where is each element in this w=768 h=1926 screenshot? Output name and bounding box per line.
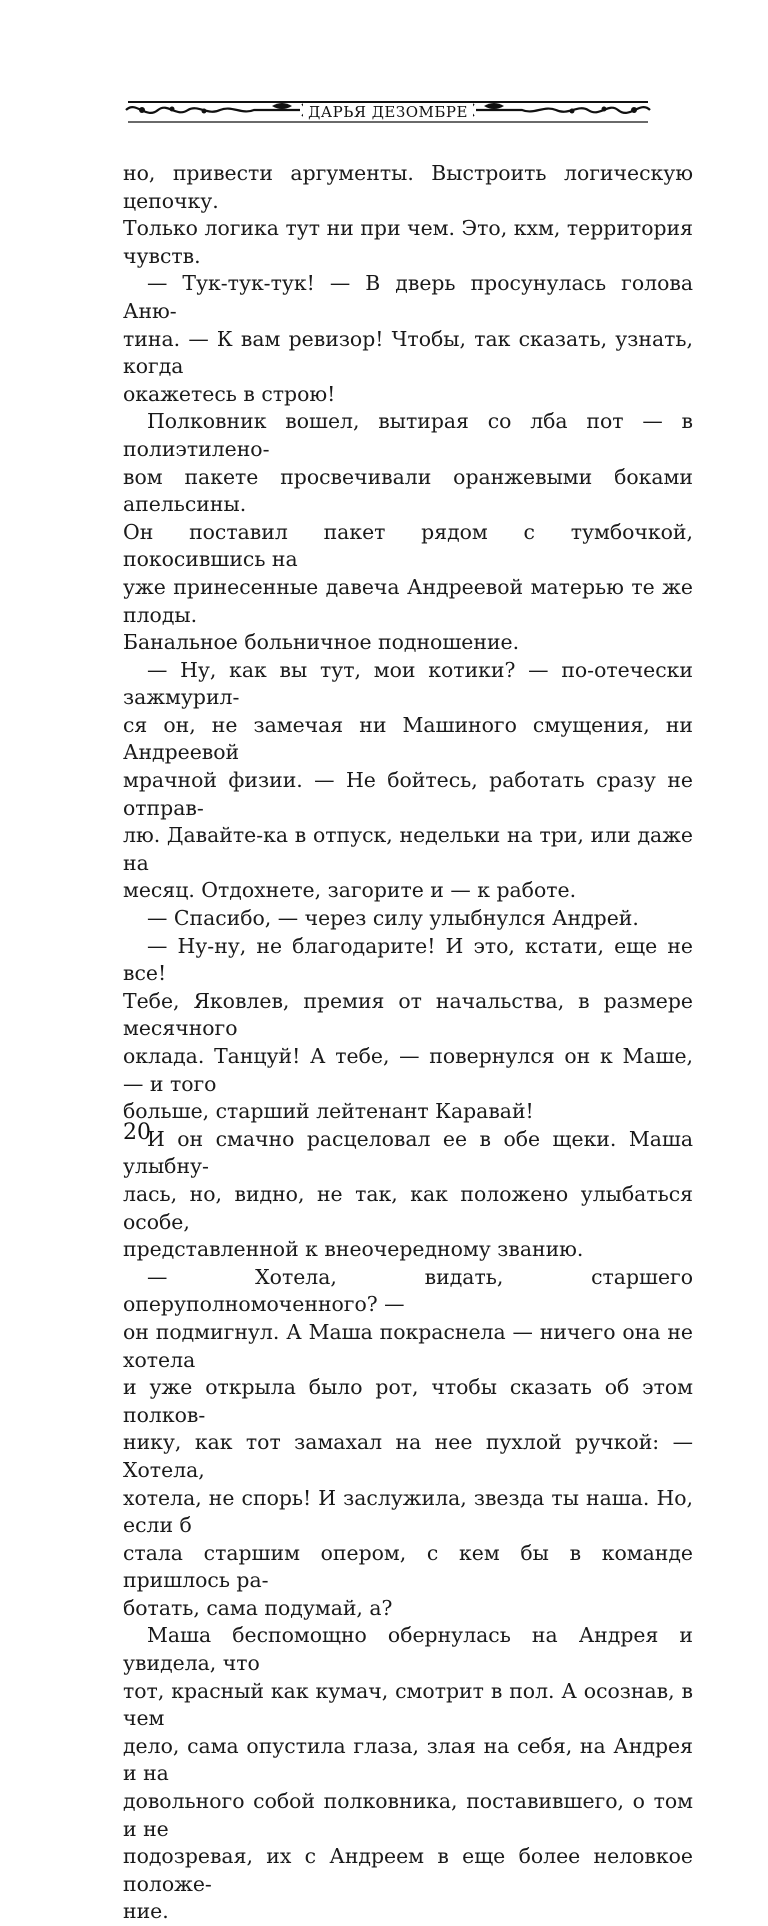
header-author bbox=[122, 103, 654, 121]
paragraph: — Спасибо, — через силу улыбнулся Андрей. bbox=[147, 906, 639, 931]
paragraph: — Тук-тук-тук! — В дверь просунулась голова Аню- тина. — К вам ревизор! Чтобы, так сказать, узнать, когда окажетесь в строю! bbox=[123, 271, 693, 406]
paragraph: Полковник вошел, вытирая со лба пот — в полиэтилено- вом пакете просвечивали оранжевыми боками апельсины. Он поставил пакет рядом с тумбочкой, покосившись на уже принесенные давеча Андреевой матерью те же плоды. Банальное больничное подношение. bbox=[123, 409, 693, 655]
page-number: 20 bbox=[123, 1120, 151, 1145]
paragraph: — Хотела, видать, старшего оперуполномоченного? — он подмигнул. А Маша покраснела — ничего она не хотела и уже открыла было рот, чтобы сказать об этом полков- нику, как тот замахал на нее пухлой ручкой: — Хотела, хотела, не спорь! И заслужила, звезда ты наша. Но, если б стала старшим опером, с кем бы в команде пришлось ра- ботать, сама подумай, а? bbox=[123, 1264, 693, 1620]
paragraph: И он смачно расцеловал ее в обе щеки. Маша улыбну- лась, но, видно, не так, как положено улыбаться особе, представленной к внеочередному званию. bbox=[123, 1126, 693, 1262]
running-header bbox=[122, 96, 654, 126]
paragraph: Маша беспомощно обернулась на Андрея и увидела, что тот, красный как кумач, смотрит в пол. А осознав, в чем дело, сама опустила глаза, злая на себя, на Андрея и на довольного собой полковника, поставившего, о том и не подозревая, их с Андреем в еще более неловкое положе- ние. bbox=[123, 1623, 693, 1924]
paragraph: но, привести аргументы. Выстроить логическую цепочку. Только логика тут ни при чем. Это, кхм, территория чувств. bbox=[123, 161, 693, 268]
paragraph: — Ну, как вы тут, мои котики? — по-отечески зажмурил- ся он, не замечая ни Машиного смущения, ни Андреевой мрачной физии. — Не бойтесь, работать сразу не отправ- лю. Давайте-ка в отпуск, недельки на три, или даже на месяц. Отдохнете, загорите и — к работе. bbox=[123, 657, 693, 903]
paragraph: — Ну-ну, не благодарите! И это, кстати, еще не все! Тебе, Яковлев, премия от начальства, в размере месячного оклада. Танцуй! А тебе, — повернулся он к Маше, — и того больше, старший лейтенант Каравай! bbox=[123, 933, 693, 1124]
body-text bbox=[123, 160, 693, 1926]
header-author-text: ДАРЬЯ ДЕЗОМБРЕ bbox=[303, 103, 473, 121]
